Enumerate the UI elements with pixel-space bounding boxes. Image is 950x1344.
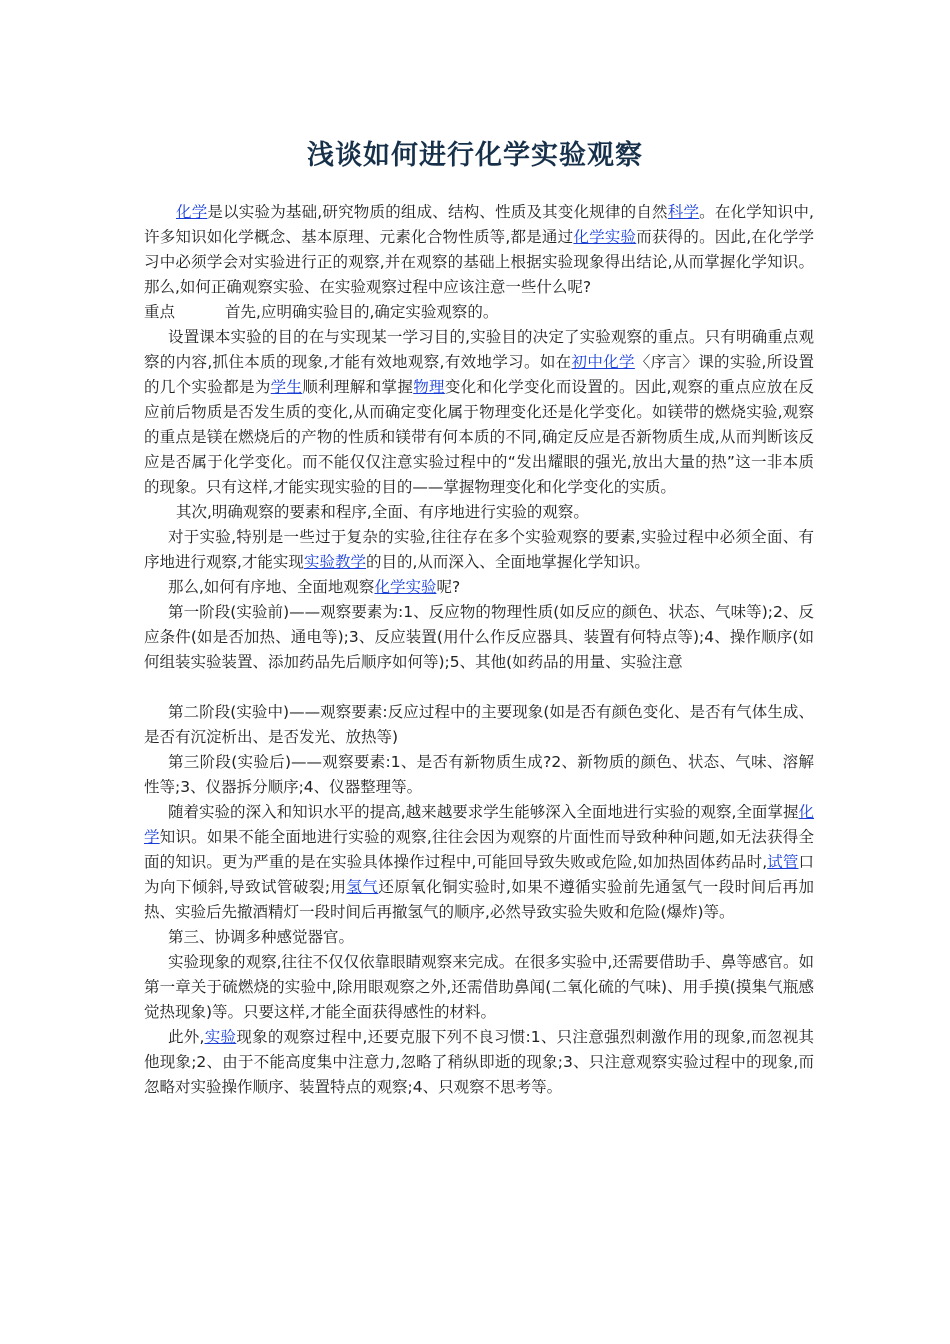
document-title: 浅谈如何进行化学实验观察 [307, 140, 643, 171]
paragraph [144, 200, 814, 300]
text-run: 现象的观察过程中,还要克服下列不良习惯:1、只注意强烈刺激作用的现象,而忽视其他现象;2、由于不能高度集中注意力,忽略了稍纵即逝的现象;3、只注意观察实验过程中的现象,而忽略对实验操作顺序、装置特点的观察;4、只观察不思考等。 [144, 1028, 814, 1096]
document-body [144, 200, 814, 1100]
paragraph [144, 525, 814, 575]
text-run: 此外, [168, 1028, 205, 1046]
text-run: 第三、协调多种感觉器官。 [168, 928, 355, 946]
text-run: 知识。如果不能全面地进行实验的观察,往往会因为观察的片面性而导致种种问题,如无法获得全面的知识。更为严重的是在实验具体操作过程中,可能回导致失败或危险,如加热固体药品时, [144, 828, 814, 871]
text-run: 口为向下倾斜,导致试管破裂;用 [144, 853, 814, 896]
text-run: 设置课本实验的目的在与实现某一学习目的,实验目的决定了实验观察的重点。只有明确重点观察的内容,抓住本质的现象,才能有效地观察,有效地学习。如在 [144, 328, 814, 371]
text-run: 那么,如何有序地、全面地观察 [168, 578, 375, 596]
paragraph [144, 1025, 814, 1100]
inline-link[interactable]: 实验教学 [303, 553, 366, 571]
paragraph [144, 500, 814, 525]
paragraph [144, 800, 814, 925]
text-run: 的目的,从而深入、全面地掌握化学知识。 [365, 553, 650, 571]
inline-link[interactable]: 化学实验 [573, 228, 637, 246]
paragraph [144, 750, 814, 800]
text-run: 还原氧化铜实验时,如果不遵循实验前先通氢气一段时间后再加热、实验后先撤酒精灯一段时间后再撤氢气的顺序,必然导致实验失败和危险(爆炸)等。 [144, 878, 814, 921]
text-run: 首先,应明确实验目的,确定实验观察的。 [225, 303, 499, 321]
text-run: 随着实验的深入和知识水平的提高,越来越要求学生能够深入全面地进行实验的观察,全面掌握 [168, 803, 799, 821]
inline-link[interactable]: 学生 [270, 378, 303, 396]
paragraph [144, 300, 814, 325]
paragraph [144, 325, 814, 500]
text-run: 变化和化学变化而设置的。因此,观察的重点应放在反应前后物质是否发生质的变化,从而确定变化属于物理变化还是化学变化。如镁带的燃烧实验,观察的重点是镁在燃烧后的产物的性质和镁带有何本质的不同,确定反应是否新物质生成,从而判断该反应是否属于化学变化。而不能仅仅注意实验过程中的“发出耀眼的强光,放出大量的热”这一非本质的现象。只有这样,才能实现实验的目的——掌握物理变化和化学变化的实质。 [144, 378, 814, 496]
text-run: 而获得的。因此,在化学学习中必须学会对实验进行正的观察,并在观察的基础上根据实验现象得出结论,从而掌握化学知识。那么,如何正确观察实验、在实验观察过程中应该注意一些什么呢? [144, 228, 814, 296]
text-run: 〈序言〉课的实验,所设置的几个实验都是为 [144, 353, 814, 396]
text-run: 其次,明确观察的要素和程序,全面、有序地进行实验的观察。 [176, 503, 589, 521]
text-run: 对于实验,特别是一些过于复杂的实验,往往存在多个实验观察的要素,实验过程中必须全面、有序地进行观察,才能实现 [144, 528, 814, 571]
text-run: 重点 [144, 303, 176, 321]
text-run: 第一阶段(实验前)——观察要素为:1、反应物的物理性质(如反应的颜色、状态、气味等);2、反应条件(如是否加热、通电等);3、反应装置(用什么作反应器具、装置有何特点等);4、操作顺序(如何组装实验装置、添加药品先后顺序如何等);5、其他(如药品的用量、实验注意 [144, 603, 814, 671]
inline-link[interactable]: 化学 [144, 803, 814, 846]
paragraph [144, 950, 814, 1025]
text-run: 顺利理解和掌握 [302, 378, 414, 396]
text-run: 第三阶段(实验后)——观察要素:1、是否有新物质生成?2、新物质的颜色、状态、气味、溶解性等;3、仪器拆分顺序;4、仪器整理等。 [144, 753, 814, 796]
inline-link[interactable]: 实验 [204, 1028, 237, 1046]
text-run: 呢? [436, 578, 461, 596]
text-run: 是以实验为基础,研究物质的组成、结构、性质及其变化规律的自然 [207, 203, 668, 221]
text-run: 第二阶段(实验中)——观察要素:反应过程中的主要现象(如是否有颜色变化、是否有气体生成、是否有沉淀析出、是否发光、放热等) [144, 703, 814, 746]
inline-link[interactable]: 试管 [767, 853, 799, 871]
inline-link[interactable]: 物理 [413, 378, 445, 396]
text-run: 。在化学知识中,许多知识如化学概念、基本原理、元素化合物性质等,都是通过 [144, 203, 814, 246]
inline-link[interactable]: 化学 [176, 203, 208, 221]
paragraph [144, 700, 814, 750]
inline-link[interactable]: 科学 [667, 203, 700, 221]
paragraph [144, 575, 814, 600]
paragraph [144, 600, 814, 675]
paragraph [144, 925, 814, 950]
inline-link[interactable]: 化学实验 [374, 578, 437, 596]
inline-link[interactable]: 初中化学 [571, 353, 635, 371]
text-run: 实验现象的观察,往往不仅仅依靠眼睛观察来完成。在很多实验中,还需要借助手、鼻等感官。如第一章关于硫燃烧的实验中,除用眼观察之外,还需借助鼻闻(二氧化硫的气味)、用手摸(摸集气瓶感觉热现象)等。只要这样,才能全面获得感性的材料。 [144, 953, 814, 1021]
inline-link[interactable]: 氢气 [346, 878, 379, 896]
